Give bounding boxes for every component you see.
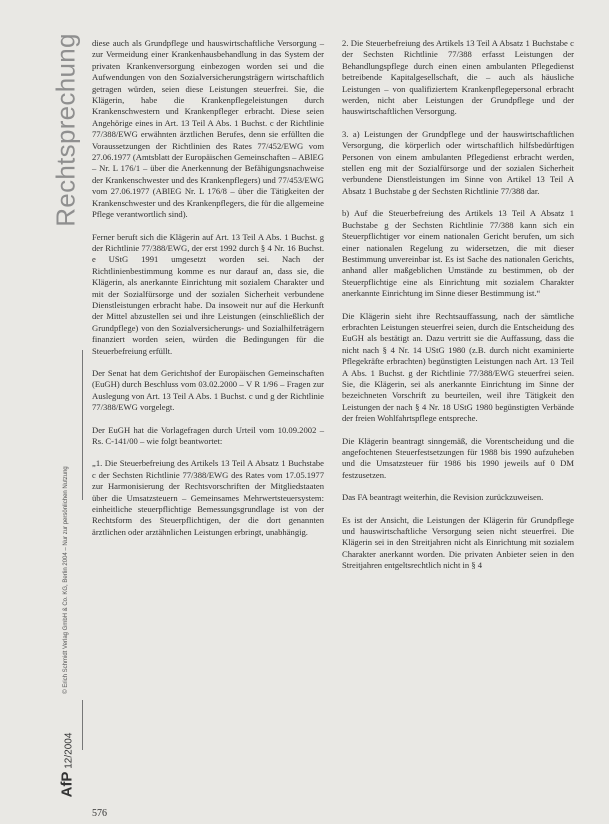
left-column (92, 38, 324, 549)
paragraph: Die Klägerin sieht ihre Rechtsauffassung, nach der sämtliche erbrachten Leistungen steuerfrei seien, durch die Entscheidung des EuGH als bestätigt an. Dazu vertritt sie die Auffassung, dass die nicht nach § 4 Nr. 14 UStG 1980 (z.B. durch nicht examinierte Pflegekräfte erbrachten) begünstigten Leistungen nach Art. 13 Teil A Abs. 1 Buchst. g der Richtlinie 77/388/EWG steuerfrei seien. Sie, die Klägerin, sei als anerkannte Einrichtung im Sinne der bezeichneten Vorschrift zu beurteilen, weil ihre Tätigkeit den Leistungen der nach § 4 Nr. 18 UStG 1980 begünstigten Verbände der freien Wohlfahrtspflege entspreche. (342, 310, 574, 424)
journal-label (59, 733, 76, 798)
paragraph: Es ist der Ansicht, die Leistungen der Klägerin für Grundpflege und hauswirtschaftliche Versorgung seien nicht steuerfrei. Die Klägerin sei in den Streitjahren nicht als Einrichtung mit sozialem Charakter anerkannt worden. Die privaten Anbieter seien in den Streitjahren entgeltsrechtlich nicht in § 4 (342, 514, 574, 571)
paragraph: Ferner beruft sich die Klägerin auf Art. 13 Teil A Abs. 1 Buchst. g der Richtlinie 77/388/EWG, der erst 1992 durch § 4 Nr. 16 Buchst. e UStG 1991 umgesetzt worden sei. Nach der Richtlinienbestimmung komme es nur darauf an, dass sie, die Klägerin, als anerkannte Einrichtung mit sozialem Charakter und mit der Sozialfürsorge und der sozialen Sicherheit verbundene Dienstleistungen erbracht habe. Da insoweit nur auf die Herkunft der Mittel abzustellen sei und ihre Leistungen (einschließlich der Grundpflege) von den Sozialversicherungs- und Sozialhilfeträgern finanziert worden seien, würden die Bedingungen für die Steuerbefreiung erfüllt. (92, 231, 324, 356)
margin-rule (82, 700, 83, 750)
copyright-note: © Erich Schmidt Verlag GmbH & Co. KG, Berlin 2004 – Nur zur persönlichen Nutzung (63, 466, 69, 694)
paragraph: 3. a) Leistungen der Grundpflege und der hauswirtschaftlichen Versorgung, die körperlich oder wirtschaftlich hilfsbedürftigen Personen von einem ambulanten Pflegedienst erbracht werden, stellen eng mit der Sozialfürsorge und der sozialen Sicherheit verbundene Dienstleistungen im Sinne von Artikel 13 Teil A Absatz 1 Buchstabe g der Sechsten Richtlinie 77/388 dar. (342, 128, 574, 196)
paragraph: 2. Die Steuerbefreiung des Artikels 13 Teil A Absatz 1 Buchstabe c der Sechsten Richtlinie 77/388 erfasst Leistungen der Behandlungspflege durch einen einen ambulanten Pflegedienst betreibende Kapitalgesellschaft, die – auch als häusliche Leistungen – von qualifiziertem Krankenpflegepersonal erbracht werden, nicht aber Leistungen der Grundpflege und der hauswirtschaftlichen Versorgung. (342, 38, 574, 117)
page-number: 576 (92, 808, 107, 819)
journal-abbr: AfP (58, 771, 76, 798)
margin-rule (82, 350, 83, 500)
journal-issue: 12/2004 (63, 732, 75, 769)
paragraph: diese auch als Grundpflege und hauswirtschaftliche Versorgung – zur Vermeidung einer Krankenhausbehandlung in das System der privaten Krankenversorgung einbezogen worden sei und die Aufwendungen von den Sozialversicherungsträgern wirtschaftlich getragen würden, seien diese Leistungen steuerfrei. Sie, die Klägerin, habe die Krankenpflegeleistungen durch Krankenschwestern und Krankenpfleger erbracht. Diese seien Angehörige eines in Art. 13 Teil A Abs. 1 Buchst. c der Richtlinie 77/388/EWG erwähnten ärztlichen Berufes, denn sie erfüllten die Voraussetzungen der Richtlinien des Rates 77/452/EWG vom 27.06.1977 (Amtsblatt der Europäischen Gemeinschaften – ABlEG – Nr. L 176/1 – über die Anerkennung der Befähigungsnachweise der Krankenschwester und des Krankenpflegers) und 77/453/EWG vom 27.06.1977 (ABlEG Nr. L 176/8 – über die Tätigkeiten der Krankenschwester und des Krankenpflegers, die für die allgemeine Pflege verantwortlich sind). (92, 38, 324, 220)
section-title: Rechtsprechung (50, 33, 81, 227)
right-column (342, 38, 574, 583)
paragraph: Der Senat hat dem Gerichtshof der Europäischen Gemeinschaften (EuGH) durch Beschluss vom 03.02.2000 – V R 1/96 – Fragen zur Auslegung von Art. 13 Teil A Abs. 1 Buchst. c und g der Richtlinie 77/388/EWG vorgelegt. (92, 367, 324, 413)
paragraph: „1. Die Steuerbefreiung des Artikels 13 Teil A Absatz 1 Buchstabe c der Sechsten Richtlinie 77/388/EWG des Rates vom 17.05.1977 zur Harmonisierung der Rechtsvorschriften der Mitgliedstaaten über die Umsatzsteuern – Gemeinsames Mehrwertsteuersystem: einheitliche steuerpflichtige Bemessungsgrundlage ist von der Rechtsform des Steuerpflichtigen, der die dort genannten ärztlichen oder arztähnlichen Leistungen erbringt, unabhängig. (92, 458, 324, 537)
paragraph: b) Auf die Steuerbefreiung des Artikels 13 Teil A Absatz 1 Buchstabe g der Sechsten Richtlinie 77/388 kann sich ein Steuerpflichtiger vor einem nationalen Gericht berufen, um sich einer nationalen Regelung zu widersetzen, die mit dieser Bestimmung unvereinbar ist. Es ist Sache des nationalen Gerichts, anhand aller maßgeblichen Umstände zu bestimmen, ob der Steuerpflichtige eine als Einrichtung mit sozialem Charakter anerkannte Einrichtung im Sinne dieser Bestimmung ist.“ (342, 208, 574, 299)
paragraph: Das FA beantragt weiterhin, die Revision zurückzuweisen. (342, 492, 544, 503)
paragraph: Die Klägerin beantragt sinngemäß, die Vorentscheidung und die angefochtenen Steuerfestsetzungen für 1988 bis 1990 aufzuheben und die Umsatzsteuer für 1986 bis 1990 jeweils auf 0 DM festzusetzen. (342, 435, 574, 480)
paragraph: Der EuGH hat die Vorlagefragen durch Urteil vom 10.09.2002 – Rs. C-141/00 – wie folgt beantwortet: (92, 424, 324, 446)
